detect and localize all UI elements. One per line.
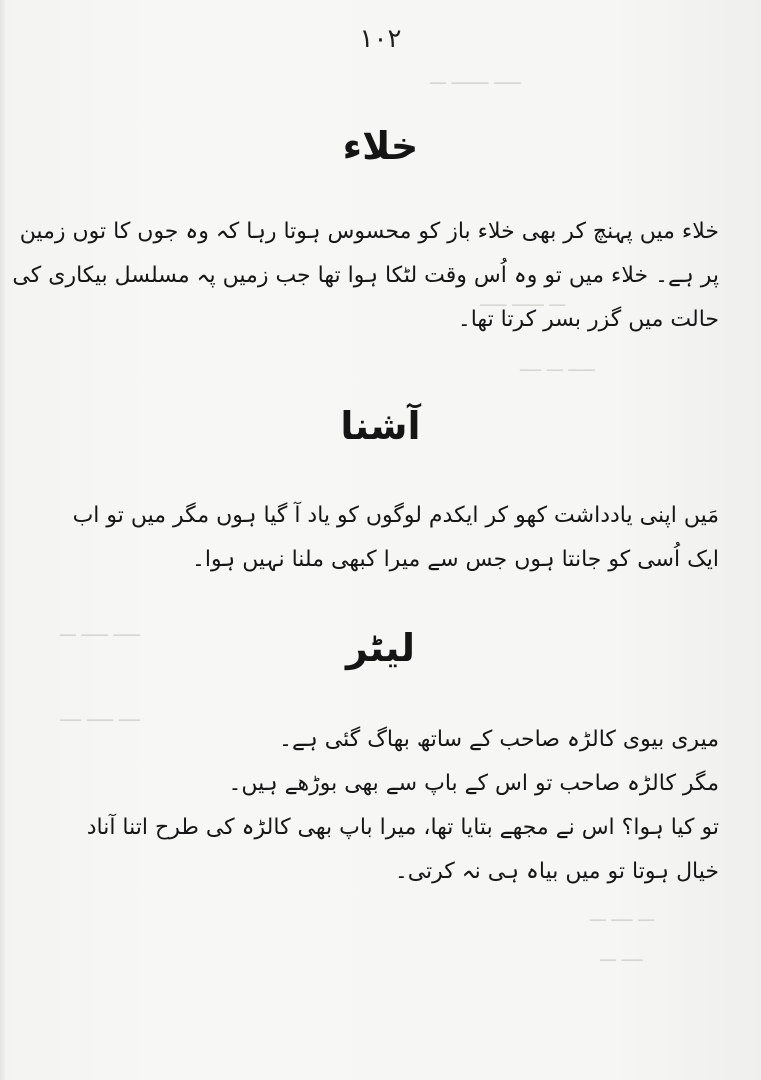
bleed-through-mark: ـــــ ـــــــ ـــ bbox=[430, 68, 521, 89]
paragraph-line: حالت میں گزر بسر کرتا تھا۔ bbox=[457, 307, 719, 332]
bleed-through-mark: ــــ ـــــ ــــ bbox=[60, 705, 140, 726]
bleed-through-mark: ــــ ـــ bbox=[600, 945, 643, 966]
paragraph-letter bbox=[40, 718, 719, 894]
bleed-through-mark: ـــــ ـــ ــــ bbox=[520, 355, 595, 376]
bleed-through-mark: ـــ ــــــ ـــــ bbox=[480, 290, 566, 311]
section-title-ashna: آشنا bbox=[340, 404, 421, 448]
paragraph-line: خلاء میں پہنچ کر بھی خلاء باز کو محسوس ہوتا رہا کہ وہ جوں کا توں زمین bbox=[19, 219, 719, 244]
paragraph-line: پر ہے۔ خلاء میں تو وہ اُس وقت لٹکا ہوا تھا جب زمیں پہ مسلسل بیکاری کی bbox=[12, 263, 719, 288]
section-title-khala: خلاء bbox=[342, 124, 419, 168]
paragraph-line: مَیں اپنی یادداشت کھو کر ایکدم لوگوں کو یاد آ گیا ہوں مگر میں تو اب bbox=[72, 503, 719, 528]
bleed-through-mark: ـــ ــــ ـــ bbox=[590, 905, 655, 926]
paragraph-khala bbox=[12, 210, 719, 342]
paragraph-line: خیال ہوتا تو میں بیاہ ہی نہ کرتی۔ bbox=[394, 859, 719, 884]
section-title-letter: لیٹر bbox=[346, 626, 415, 670]
paragraph-line: میری بیوی کالڑہ صاحب کے ساتھ بھاگ گئی ہے۔ bbox=[279, 727, 719, 752]
paragraph-line: ایک اُسی کو جانتا ہوں جس سے میرا کبھی ملنا نہیں ہوا۔ bbox=[191, 547, 719, 572]
paragraph-ashna bbox=[40, 494, 719, 582]
bleed-through-mark: ـــــ ـــــ ـــ bbox=[60, 620, 140, 641]
paragraph-line: تو کیا ہوا؟ اس نے مجھے بتایا تھا، میرا باپ بھی کالڑہ کی طرح اتنا آناد bbox=[86, 815, 719, 840]
page-number: ۱۰۲ bbox=[359, 24, 402, 54]
paragraph-line: مگر کالڑہ صاحب تو اس کے باپ سے بھی بوڑھے ہیں۔ bbox=[228, 771, 719, 796]
